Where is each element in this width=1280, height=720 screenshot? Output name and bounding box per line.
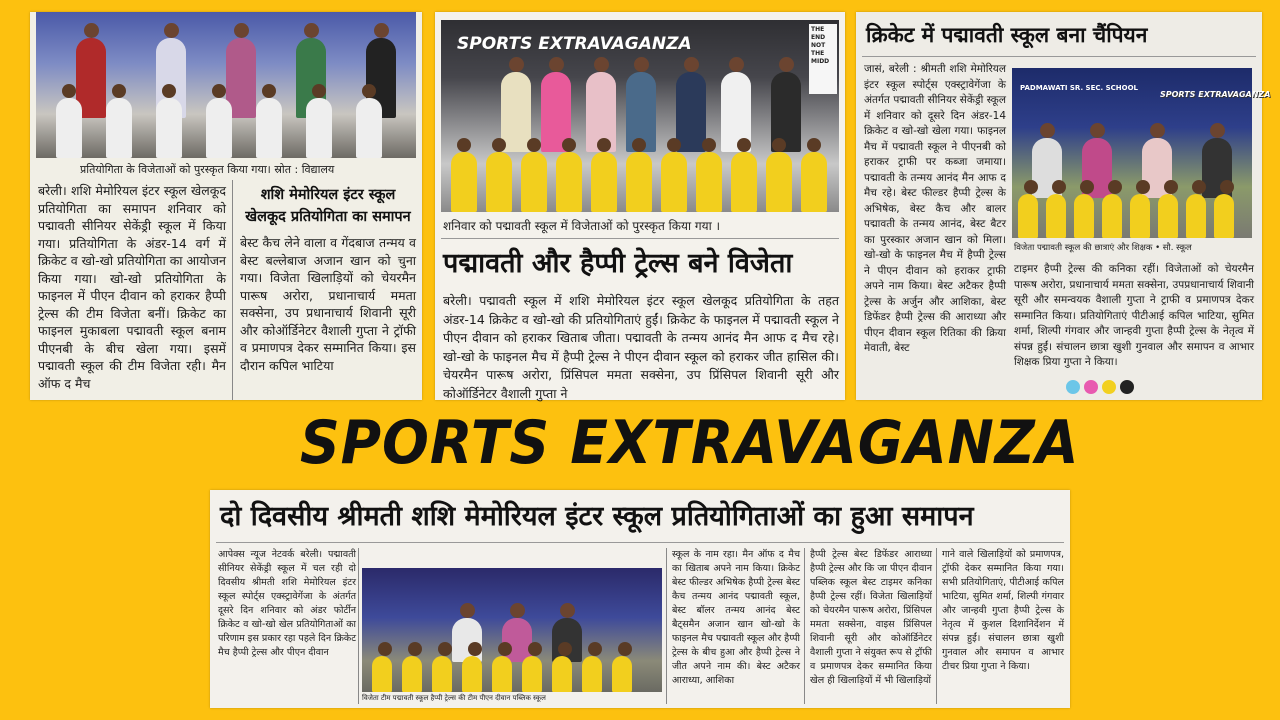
banner-title: SPORTS EXTRAVAGANZA [300,408,1080,478]
photo-caption: विजेता टीम पद्मावती स्कूल हैप्पी ट्रेल्स की टीम पीएन दीवान पब्लिक स्कूल [362,694,546,702]
photo-caption: प्रतियोगिता के विजेताओं को पुरस्कृत किया गया। स्रोत : विद्यालय [80,163,335,176]
article-headline: क्रिकेट में पद्मावती स्कूल बना चैंपियन [866,23,1148,47]
article-headline: शशि मेमोरियल इंटर स्कूल खेलकूद प्रतियोगिता का समापन [245,187,411,225]
article-column-2: बेस्ट कैच लेने वाला व गेंदबाज तन्मय व बेस्ट बल्लेबाज अजान खान को चुना गया। विजेता खिलाड़ियों को चेयरमैन पारूष अरोरा, प्रधानाचार्य ममता सक्सेना, उप प्रधानाचार्य शिवानी सूरी और कोऑर्डिनेटर वैशाली गुप्ता ने ट्रॉफी व प्रमाणपत्र देकर सम्मानित किया। इस दौरान कपिल भाटिया [240,235,416,373]
article-column-1: बरेली। शशि मेमोरियल इंटर स्कूल खेलकूद प्रतियोगिता का समापन शनिवार को पद्मावती सीनियर सेकेंड्री स्कूल में किया गया। प्रतियोगिता के अंडर-14 वर्ग में क्रिकेट व खो-खो प्रतियोगिता का आयोजन किया गया। खो-खो प्रतियोगिता के फाइनल में पीएन दीवान को हराकर हैप्पी ट्रेल्स की टीम विजेता बनीं। क्रिकेट का फाइनल मुकाबला पद्मावती स्कूल बनाम पीएनबी के बीच खेला गया। इसमें पद्मावती स्कूल की टीम विजेता रही। मैन ऑफ द मैच [38,183,226,391]
article-column-5: गाने वाले खिलाड़ियों को प्रमाणपत्र, ट्रॉफी देकर सम्मानित किया गया। सभी प्रतियोगिताएं, पीटीआई कपिल भाटिया, सुमित शर्मा, शिल्पी गंगवार और जान्हवी गुप्ता हैप्पी ट्रेल्स के नेतृत्व में कुशल दिशानिर्देशन में संपन्न हुईं। संचालन छात्रा खुशी गुनवाल और समापन व आभार टीचर प्रिया गुप्ता ने किया। [942,549,1064,672]
headline-rule [216,542,1064,543]
photo-caption: शनिवार को पद्मावती स्कूल में विजेताओं को पुरस्कृत किया गया । [443,219,721,233]
article-column-4: हैप्पी ट्रेल्स बेस्ट डिफेंडर आराध्या हैप्पी ट्रेल्स और कि जा पीएन दीवान पब्लिक स्कूल बेस्ट टाइमर कनिका हैप्पी ट्रेल्स रहीं। विजेता खिलाड़ियों को चेयरमैन पारूष अरोरा, प्रिंसिपल ममता सक्सेना, वाइस प्रिंसिपल शिवानी सूरी और कोऑर्डिनेटर वैशाली गुप्ता ने संयुक्त रूप से ट्रॉफी व प्रमाणपत्र देकर सम्मानित किया खेल ही खिलाड़ियों में भी खिलाड़ियों [810,549,932,686]
column-divider [232,180,233,400]
column-divider [936,548,937,704]
color-dots [1066,380,1166,396]
photo-winners-bottom [362,568,662,692]
article-column-3: स्कूल के नाम रहा। मैन ऑफ द मैच का खिताब अपने नाम किया। क्रिकेट बेस्ट फील्डर अभिषेक हैप्पी ट्रेल्स बेस्ट कैच तन्मय आनंद पद्मावती स्कूल, बेस्ट बॉलर तन्मय आनंद बेस्ट बैट्समैन अजान खान खो-खो के फाइनल मैच पद्मावती स्कूल और हैप्पी ट्रेल्स के बीच हुआ और हैप्पी ट्रेल्स ने जीत अपने नाम की। बेस्ट अटैकर आराध्या, आशिका [672,549,800,686]
news-clip-bottom [210,490,1070,708]
news-clip-left [30,12,422,400]
photo-winners-left [36,12,416,158]
column-divider [666,548,667,704]
photo-school-name: PADMAWATI SR. SEC. SCHOOL [1020,84,1138,92]
news-clip-right [856,12,1271,400]
photo-caption: विजेता पद्मावती स्कूल की छात्राएं और शिक्षक • सौ. स्कूल [1014,243,1192,253]
article-headline: दो दिवसीय श्रीमती शशि मेमोरियल इंटर स्कूल प्रतियोगिताओं का हुआ समापन [220,501,974,532]
photo-winners-center [441,20,839,212]
article-column-1: आपेक्स न्यूज नेटवर्क बरेली। पद्मावती सीनियर सेकेंड्री स्कूल में चल रही दो दिवसीय श्रीमती शशि मेमोरियल इंटर स्कूल स्पोर्ट्स एक्स्ट्रावेगेंजा के अंतर्गत दूसरे दिन शनिवार को अंडर फोर्टीन क्रिकेट व खो-खो खेल प्रतियोगिताओं का परिणाम इस प्रकार रहा पहले दिन क्रिकेट मैच हैप्पी ट्रेल्स और पीएन दीवान [218,549,356,658]
photo-sign-board [809,24,837,94]
photo-winners-right [1012,68,1271,238]
article-column-1: जासं, बरेली : श्रीमती शशि मेमोरियल इंटर स्कूल स्पोर्ट्स एक्स्ट्रावेगेंजा के अंतर्गत पद्मावती सीनियर सेकेंड्री स्कूल में शनिवार को दूसरे दिन अंडर-14 क्रिकेट व खो-खो खेला गया। फाइनल मैच में पद्मावती स्कूल ने पीएनबी को हराकर ट्राफी पर कब्जा जमाया। पद्मावती के तन्मय आनंद मैन आफ द मैच रहे। बेस्ट फील्डर हैप्पी ट्रेल्स के अभिषेक, बेस्ट कैच और बालर पद्मावती के तन्मय आनंद, बेस्ट बैटर का पुरस्कार अजान खान को मिला। खो-खो के फाइनल मैच में हैप्पी ट्रेल्स ने पीएन दीवान को हराकर ट्राफी अपने नाम किया। बेस्ट अटैकर हैप्पी ट्रेल्स के अर्जुन और आशिका, बेस्ट डिफेंडर हैप्पी ट्रेल्स की आराध्या और पीएन दीवान स्कूल रितिका की क्रिया मेवाती, बेस्ट [864,63,1006,354]
photo-banner-text: SPORTS EXTRAVAGANZA [1160,90,1271,99]
article-column-2: टाइमर हैप्पी ट्रेल्स की कनिका रहीं। विजेताओं को चेयरमैन पारूष अरोरा, प्रधानाचार्य ममता सक्सेना, उपप्रधानाचार्य शिवानी सूरी और समन्वयक वैशाली गुप्ता ने ट्राफी व प्रमाणपत्र देकर सम्मानित किया। प्रतियोगिताएं पीटीआई कपिल भाटिया, सुमित शर्मा, शिल्पी गंगवार और जान्हवी गुप्ता हैप्पी ट्रेल्स के नेतृत्व में संपन्न हुईं। संचालन छात्रा खुशी गुनवाल और समापन व आभार शिक्षक प्रिया गुप्ता ने किया। [1014,263,1254,368]
photo-banner-text: SPORTS EXTRAVAGANZA [457,34,692,54]
column-divider [804,548,805,704]
headline-rule [862,56,1256,57]
article-body: बरेली। पद्मावती स्कूल में शशि मेमोरियल इंटर स्कूल खेलकूद प्रतियोगिता के तहत अंडर-14 क्रिकेट व खो-खो की प्रतियोगिताएं हुईं। क्रिकेट के फाइनल में पद्मावती स्कूल ने पीएन दीवान को हराकर खिताब जीता। पद्मावती के तन्मय आनंद मैन आफ द मैच रहे। खो-खो के फाइनल मैच में हैप्पी ट्रेल्स ने पीएन दीवान स्कूल को हराकर जीत हासिल की। चेयरमैन पारूष अरोरा, प्रिंसिपल ममता सक्सेना, उप प्रिंसिपल शिवानी सूरी और कोऑर्डिनेटर वैशाली गुप्ता ने [443,293,839,401]
column-divider [358,548,359,704]
caption-rule [441,238,839,239]
article-headline: पद्मावती और हैप्पी ट्रेल्स बने विजेता [443,248,793,279]
news-clip-center [435,12,845,400]
photo-sign-text: THE END NOT THE MIDD [811,26,830,65]
